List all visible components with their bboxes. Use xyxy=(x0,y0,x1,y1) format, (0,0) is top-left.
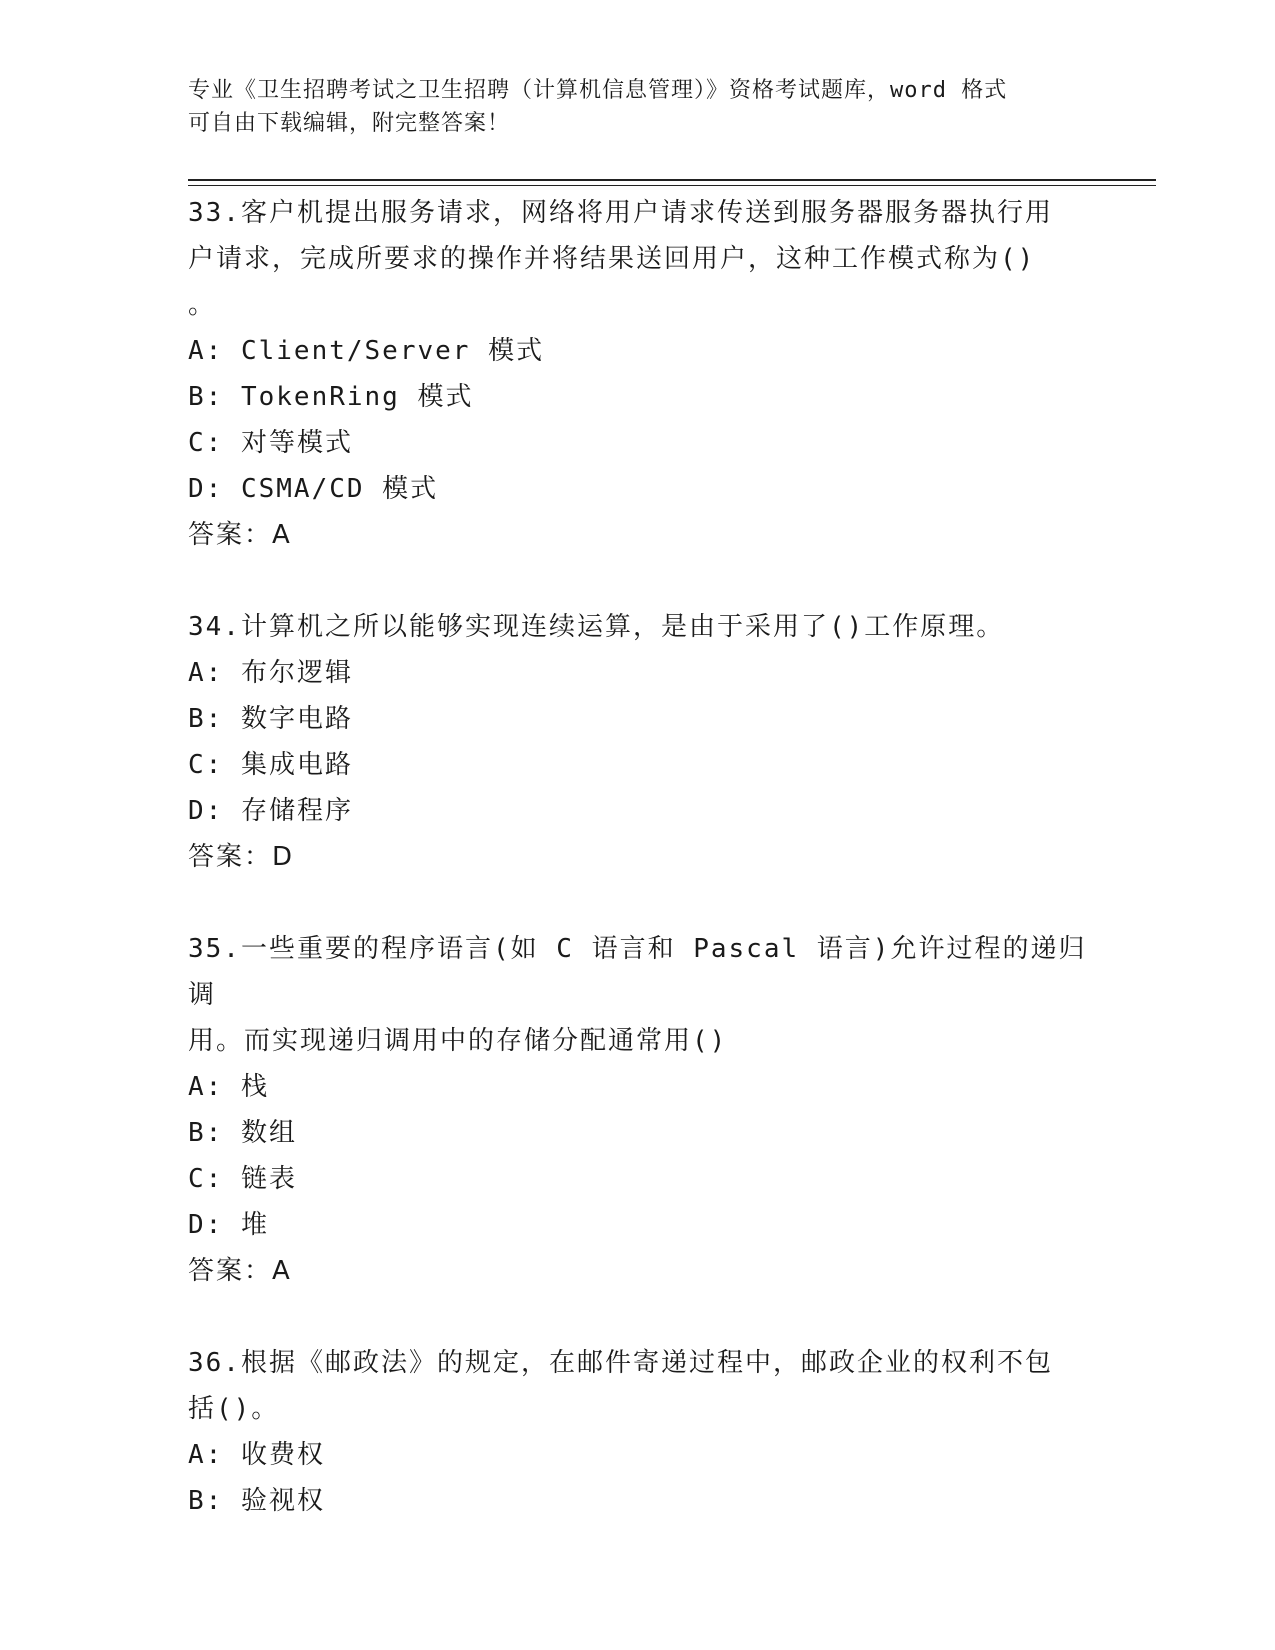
option-a: A: 布尔逻辑 xyxy=(188,658,353,688)
option-b: B: 验视权 xyxy=(188,1486,325,1516)
header-divider-thick xyxy=(188,179,1156,181)
header-line-1: 专业《卫生招聘考试之卫生招聘（计算机信息管理）》资格考试题库，word 格式 xyxy=(188,78,1008,103)
answer-label: 答案：A xyxy=(188,520,292,550)
question-spacer xyxy=(188,880,1088,926)
question-stem-line: 用。而实现递归调用中的存储分配通常用() xyxy=(188,1026,728,1056)
option-d: D: 堆 xyxy=(188,1210,269,1240)
option-c: C: 链表 xyxy=(188,1164,297,1194)
option-d: D: CSMA/CD 模式 xyxy=(188,474,439,504)
question-spacer xyxy=(188,1294,1088,1340)
question-stem-line: 34.计算机之所以能够实现连续运算，是由于采用了()工作原理。 xyxy=(188,612,1005,642)
question-spacer xyxy=(188,558,1088,604)
question-stem-line: 括()。 xyxy=(188,1394,280,1424)
question-stem-line: 35.一些重要的程序语言(如 C 语言和 Pascal 语言)允许过程的递归调 xyxy=(188,934,1087,1010)
option-a: A: 收费权 xyxy=(188,1440,325,1470)
option-a: A: 栈 xyxy=(188,1072,269,1102)
question-35 xyxy=(188,926,1088,1340)
question-stem-line: 36.根据《邮政法》的规定，在邮件寄递过程中，邮政企业的权利不包 xyxy=(188,1348,1053,1378)
question-stem-line: 。 xyxy=(188,290,217,320)
question-stem-line: 户请求，完成所要求的操作并将结果送回用户，这种工作模式称为() xyxy=(188,244,1036,274)
header-divider-thin xyxy=(188,185,1156,186)
question-36 xyxy=(188,1340,1088,1524)
option-d: D: 存储程序 xyxy=(188,796,353,826)
option-b: B: 数组 xyxy=(188,1118,297,1148)
header-line-2: 可自由下载编辑，附完整答案！ xyxy=(188,111,511,136)
option-b: B: 数字电路 xyxy=(188,704,353,734)
option-c: C: 对等模式 xyxy=(188,428,353,458)
question-34 xyxy=(188,604,1088,926)
document-header xyxy=(188,74,1088,140)
question-33 xyxy=(188,190,1088,604)
answer-label: 答案：D xyxy=(188,842,295,872)
option-a: A: Client/Server 模式 xyxy=(188,336,545,366)
option-c: C: 集成电路 xyxy=(188,750,353,780)
option-b: B: TokenRing 模式 xyxy=(188,382,474,412)
question-list xyxy=(188,190,1088,1524)
answer-label: 答案：A xyxy=(188,1256,292,1286)
question-stem-line: 33.客户机提出服务请求，网络将用户请求传送到服务器服务器执行用 xyxy=(188,198,1053,228)
